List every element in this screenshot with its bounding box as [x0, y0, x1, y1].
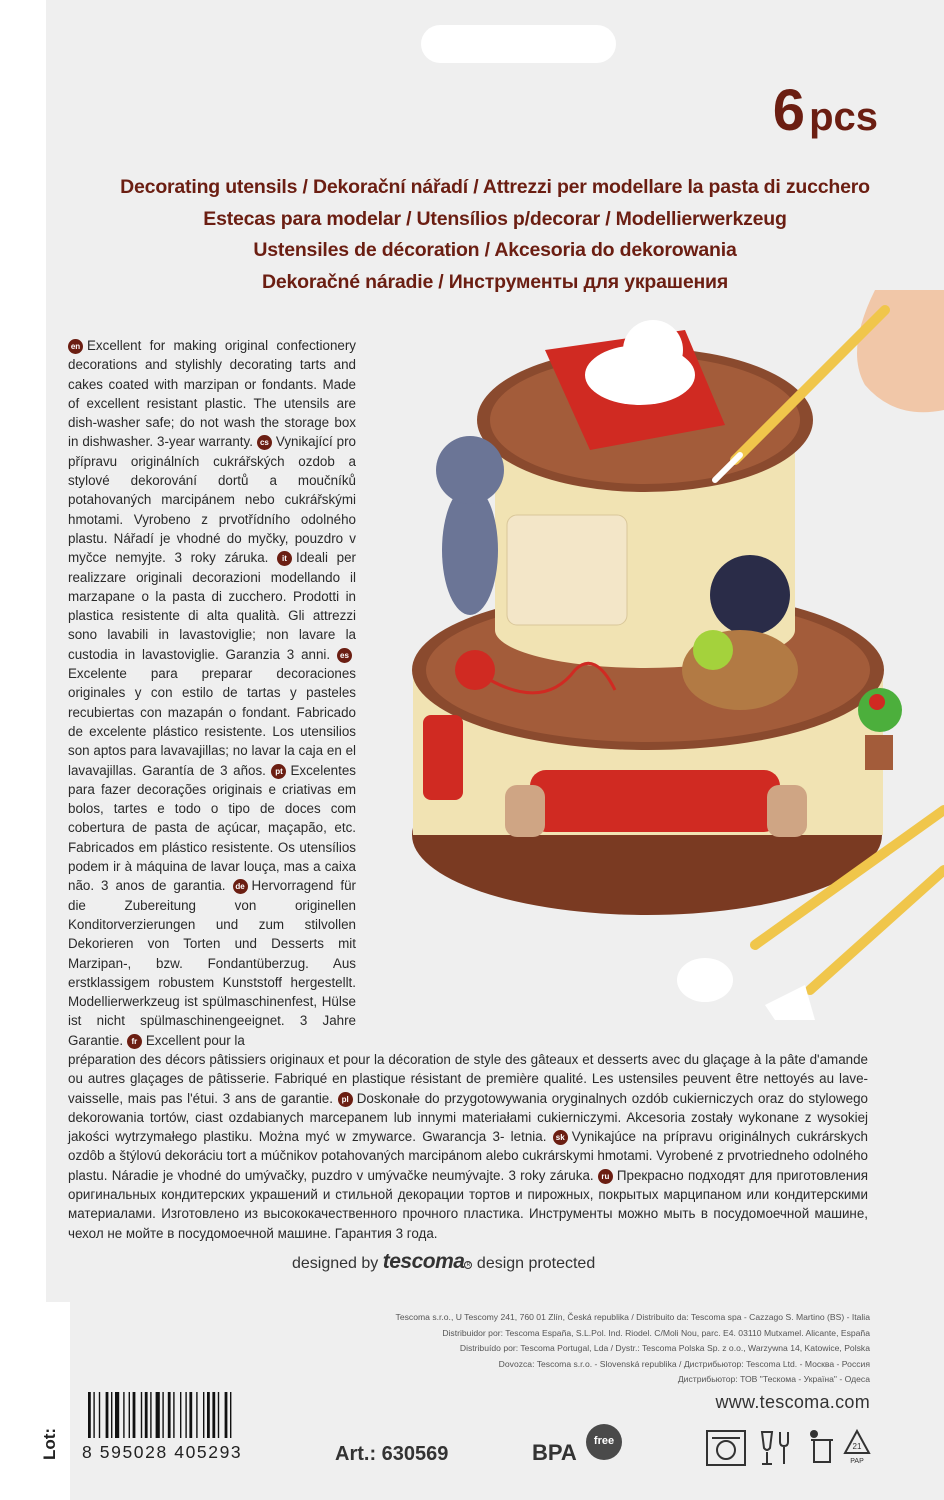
language-badge-icon: it: [277, 551, 292, 566]
article-number: Art.: 630569: [335, 1443, 449, 1465]
lot-field: [0, 1302, 70, 1500]
language-badge-icon: pt: [271, 764, 286, 779]
distributor-line: Tescoma s.r.o., U Tescomy 241, 760 01 Zlín, Česká republika / Distribuito da: Tescoma spa - Cazzago S. Martino (BS) - Italia: [395, 1312, 870, 1322]
piece-count: [772, 78, 878, 143]
language-badge-icon: es: [337, 648, 352, 663]
description-text: Excellent for making original confectionery decorations and stylishly decorating tarts and cakes coated with marzipan or fondants. Made of excellent resistant plastic. The utensils are dish-washer safe; do not wash the storage box in dishwasher. 3-year warranty.: [68, 338, 356, 450]
piece-count-number: 6: [772, 78, 806, 143]
language-badge-icon: en: [68, 339, 83, 354]
tescoma-logo: tescoma: [382, 1250, 465, 1273]
product-description: [68, 336, 868, 1243]
description-full-width: [68, 1050, 868, 1243]
distributor-info: [370, 1310, 870, 1388]
distributor-line: Dovozca: Tescoma s.r.o. - Slovenská republika / Дистрибьютор: Tescoma Ltd. - Москва - Россия: [498, 1358, 870, 1369]
title-line: Ustensiles de décoration / Akcesoria do dekorowania: [253, 239, 737, 261]
language-badge-icon: ru: [598, 1169, 613, 1184]
description-text: Excellent pour la: [145, 1032, 245, 1048]
description-text: Excelentes para fazer decorações originais e criativas em bolos, tartes e todo o tipo de doces com cobertura de pasta de açúcar, maçapão, etc. Fabricados em plástico resistente. Os utensílios podem ir à máquina de lavar louça, mas a caixa não. 3 anos de garantia.: [68, 762, 356, 894]
hand-icon: [857, 290, 944, 412]
disposal-bin-icon: [804, 1428, 840, 1468]
description-column: [68, 336, 356, 1050]
recycle-code: 21: [852, 1442, 862, 1451]
distributor-line: Дистрибьютор: ТОВ "Тескома - Україна" - Одеса: [677, 1374, 870, 1384]
description-text: Excelente para preparar decoraciones originales y con estilo de tartas y pasteles recubiertas con mazapán o fondant. Fabricado de excelente plástico resistente. Los utensilios son aptos para lavavajillas; no lavar la caja en el lavavajillas. Garantía de 3 años.: [68, 666, 356, 778]
registered-mark-icon: R: [464, 1261, 472, 1269]
designed-by-text: designed by: [292, 1255, 379, 1272]
language-badge-icon: sk: [553, 1130, 568, 1145]
language-badge-icon: fr: [127, 1034, 142, 1049]
barcode-number: 8 595028 405293: [82, 1442, 243, 1462]
designed-by-line: [292, 1250, 595, 1274]
bpa-free-badge-icon: free: [586, 1424, 622, 1460]
design-protected-text: design protected: [476, 1255, 596, 1272]
lot-label: Lot:: [40, 1427, 59, 1460]
language-badge-icon: de: [233, 879, 248, 894]
recycle-paper-icon: [842, 1428, 872, 1468]
language-badge-icon: cs: [257, 435, 272, 450]
description-text: Ideali per realizzare originali decorazioni modellando il marzapane o la pasta di zucchero. Prodotti in plastica resistente di alta qualità. Gli attrezzi sono lavabili in lavastoviglie; non lavare la custodia in lavastoviglie. Garanzia 3 anni.: [68, 550, 356, 662]
piece-count-unit: pcs: [809, 95, 878, 139]
description-text: Vynikajúce na prípravu originálnych cukrárskych ozdôb a štýlovú dekoráciu tort a múčnikov potahovaných marcipánom alebo cukrárskymi hmotami. Vyrobené z prvotriedneho odolného plastu. Náradie je vhodné do umývačky, puzdro v umývačke neumývajte. 3 roky záruka.: [68, 1129, 868, 1183]
product-titles: [46, 172, 944, 298]
description-text: préparation des décors pâtissiers originaux et pour la décoration de style des gâteaux et desserts avec du glaçage à la pâte d'amande ou autres glaçages de pâtisserie. Fabriqué en plastique résistant de première qualité. Les ustensiles peuvent être nettoyés au lave-vaisselle, mais pas l'étui. 3 ans de garantie.: [68, 1051, 868, 1106]
language-badge-icon: pl: [338, 1092, 353, 1107]
bpa-label: BPA: [532, 1440, 577, 1465]
description-text: Hervorragend für die Zubereitung von originellen Konditorverzierungen und zum stilvollen Dekorieren von Torten und Desserts mit Marzipan-, bzw. Fondantüberzug. Aus erstklassigem robustem Kunststoff hergestellt. Modellierwerkzeug ist spülmaschinenfest, Hülse ist nicht spülmaschinengeeignet. 3 Jahre Garantie.: [68, 878, 356, 1048]
food-safe-icon: [756, 1428, 796, 1468]
distributor-line: Distribuidor por: Tescoma España, S.L.Pol. Ind. Riodel. C/Moli Nou, parc. E4. 03110 Mutxamel. Alicante, España: [442, 1327, 870, 1338]
description-text: Vynikající pro přípravu originálních cukrářských ozdob a stylové dekorování dortů a moučníků potahovaných marcipánem nebo cukrářskými hmotami. Vyrobeno z prvotřídního odolného plastu. Nářadí je vhodné do myčky, pouzdro v myčce nemyjte. 3 roky záruka.: [68, 434, 356, 566]
description-text: Doskonałe do przygotowywania oryginalnych ozdób cukierniczych oraz do stylowego dekorowania tortów, ciast ozdabianych marcepanem lub innymi materiałami cukierniczymi. Akcesoria zostały wykonane z wysokiej jakości wytrzymałego plastiku. Można myć w zmywarce. Gwarancja 3- letnia.: [68, 1090, 868, 1145]
title-line: Dekoračné náradie / Инструменты для украшения: [261, 270, 729, 293]
description-text: Прекрасно подходят для приготовления оригинальных кондитерских украшений и стильной декорации тортов и пирожных, покрытых марципаном или кондитерскими материалами. Изготовлено из высококачественного прочного пластика. Инструменты можно мыть в посудомоечной машине, чехол не мойте в посудомоечной машине. Гарантия 3 года.: [68, 1167, 868, 1241]
dishwasher-safe-icon: [704, 1428, 748, 1468]
title-line: Decorating utensils / Dekorační nářadí / Attrezzi per modellare la pasta di zucchero: [120, 176, 870, 198]
website: www.tescoma.com: [715, 1392, 870, 1412]
recycle-material: PAP: [850, 1458, 864, 1465]
distributor-line: Distribuído por: Tescoma Portugal, Lda / Dystr.: Tescoma Polska Sp. z o.o., Warzywna 14, Katowice, Polska: [459, 1343, 870, 1353]
title-line: Estecas para modelar / Utensílios p/decorar / Modellierwerkzeug: [203, 207, 787, 230]
hang-hole: [421, 25, 616, 63]
